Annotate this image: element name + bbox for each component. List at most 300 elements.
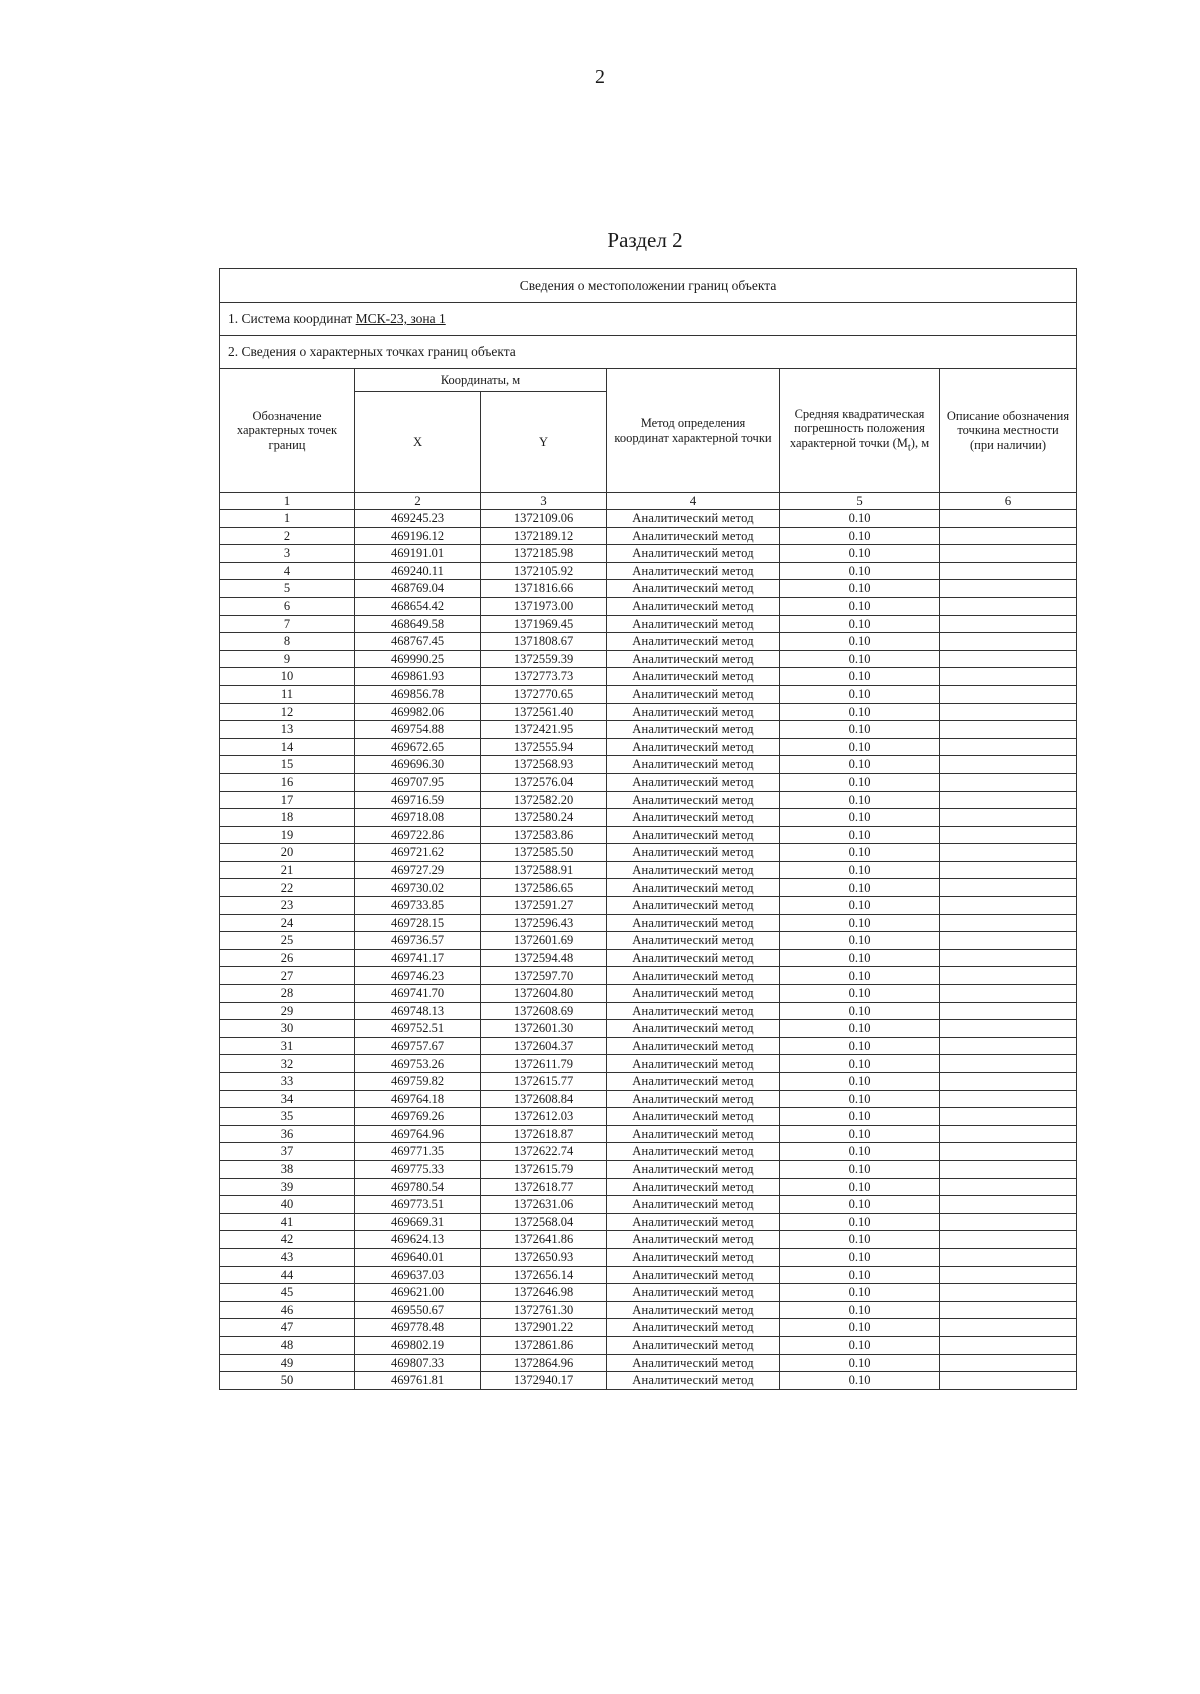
description-cell: [940, 1196, 1077, 1214]
description-cell: [940, 1213, 1077, 1231]
y-coordinate-cell: 1372583.86: [481, 826, 607, 844]
error-cell: 0.10: [780, 897, 940, 915]
table-row: [220, 1372, 1077, 1390]
method-cell: Аналитический метод: [607, 1354, 780, 1372]
x-coordinate-cell: 469761.81: [355, 1372, 481, 1390]
point-number-cell: 6: [220, 597, 355, 615]
boundary-points-table: [219, 268, 1077, 1390]
description-cell: [940, 914, 1077, 932]
method-cell: Аналитический метод: [607, 1073, 780, 1091]
point-number-cell: 40: [220, 1196, 355, 1214]
error-cell: 0.10: [780, 650, 940, 668]
table-row: [220, 1319, 1077, 1337]
y-coordinate-cell: 1372586.65: [481, 879, 607, 897]
error-cell: 0.10: [780, 510, 940, 528]
column-number: 1: [220, 493, 355, 510]
method-cell: Аналитический метод: [607, 615, 780, 633]
table-row: [220, 527, 1077, 545]
method-cell: Аналитический метод: [607, 1002, 780, 1020]
y-coordinate-cell: 1372612.03: [481, 1108, 607, 1126]
point-number-cell: 18: [220, 809, 355, 827]
description-cell: [940, 668, 1077, 686]
header-method: Метод определения координат характерной точки: [607, 369, 780, 493]
x-coordinate-cell: 469802.19: [355, 1336, 481, 1354]
section-title: Раздел 2: [607, 228, 683, 252]
error-cell: 0.10: [780, 703, 940, 721]
y-coordinate-cell: 1372561.40: [481, 703, 607, 721]
point-number-cell: 20: [220, 844, 355, 862]
description-cell: [940, 1266, 1077, 1284]
x-coordinate-cell: 469759.82: [355, 1073, 481, 1091]
y-coordinate-cell: 1372861.86: [481, 1336, 607, 1354]
y-coordinate-cell: 1372656.14: [481, 1266, 607, 1284]
point-number-cell: 14: [220, 738, 355, 756]
description-cell: [940, 1284, 1077, 1302]
y-coordinate-cell: 1372421.95: [481, 721, 607, 739]
error-cell: 0.10: [780, 1213, 940, 1231]
y-coordinate-cell: 1372901.22: [481, 1319, 607, 1337]
point-number-cell: 35: [220, 1108, 355, 1126]
description-cell: [940, 1002, 1077, 1020]
point-number-cell: 23: [220, 897, 355, 915]
point-number-cell: 26: [220, 949, 355, 967]
column-number: 4: [607, 493, 780, 510]
y-coordinate-cell: 1372588.91: [481, 861, 607, 879]
description-cell: [940, 1248, 1077, 1266]
point-number-cell: 45: [220, 1284, 355, 1302]
table-row: [220, 809, 1077, 827]
table-row: [220, 861, 1077, 879]
error-cell: 0.10: [780, 756, 940, 774]
description-cell: [940, 1354, 1077, 1372]
y-coordinate-cell: 1372580.24: [481, 809, 607, 827]
method-cell: Аналитический метод: [607, 1213, 780, 1231]
point-number-cell: 39: [220, 1178, 355, 1196]
error-cell: 0.10: [780, 1372, 940, 1390]
table-row: [220, 1196, 1077, 1214]
error-cell: 0.10: [780, 1108, 940, 1126]
x-coordinate-cell: 469861.93: [355, 668, 481, 686]
y-coordinate-cell: 1372576.04: [481, 773, 607, 791]
method-cell: Аналитический метод: [607, 985, 780, 1003]
table-row: [220, 826, 1077, 844]
x-coordinate-cell: 469856.78: [355, 685, 481, 703]
point-number-cell: 47: [220, 1319, 355, 1337]
table-row: [220, 1231, 1077, 1249]
column-number: 5: [780, 493, 940, 510]
y-coordinate-cell: 1371816.66: [481, 580, 607, 598]
method-cell: Аналитический метод: [607, 1248, 780, 1266]
table-row: [220, 949, 1077, 967]
description-cell: [940, 685, 1077, 703]
method-cell: Аналитический метод: [607, 967, 780, 985]
x-coordinate-cell: 469757.67: [355, 1037, 481, 1055]
column-numbers-row: [220, 493, 1077, 510]
y-coordinate-cell: 1372591.27: [481, 897, 607, 915]
method-cell: Аналитический метод: [607, 1301, 780, 1319]
y-coordinate-cell: 1372568.93: [481, 756, 607, 774]
table-row: [220, 668, 1077, 686]
x-coordinate-cell: 469730.02: [355, 879, 481, 897]
column-number: 2: [355, 493, 481, 510]
method-cell: Аналитический метод: [607, 756, 780, 774]
table-row: [220, 1108, 1077, 1126]
error-cell: 0.10: [780, 1125, 940, 1143]
error-cell: 0.10: [780, 1354, 940, 1372]
description-cell: [940, 967, 1077, 985]
description-cell: [940, 879, 1077, 897]
table-title: Сведения о местоположении границ объекта: [220, 269, 1077, 303]
method-cell: Аналитический метод: [607, 738, 780, 756]
point-number-cell: 38: [220, 1160, 355, 1178]
method-cell: Аналитический метод: [607, 527, 780, 545]
error-cell: 0.10: [780, 791, 940, 809]
error-cell: 0.10: [780, 1336, 940, 1354]
error-cell: 0.10: [780, 809, 940, 827]
x-coordinate-cell: 469752.51: [355, 1020, 481, 1038]
description-cell: [940, 1073, 1077, 1091]
x-coordinate-cell: 469773.51: [355, 1196, 481, 1214]
x-coordinate-cell: 469727.29: [355, 861, 481, 879]
y-coordinate-cell: 1372594.48: [481, 949, 607, 967]
description-cell: [940, 756, 1077, 774]
error-cell: 0.10: [780, 1037, 940, 1055]
x-coordinate-cell: 469754.88: [355, 721, 481, 739]
error-cell: 0.10: [780, 949, 940, 967]
point-number-cell: 9: [220, 650, 355, 668]
table-row: [220, 510, 1077, 528]
point-number-cell: 1: [220, 510, 355, 528]
x-coordinate-cell: 469736.57: [355, 932, 481, 950]
y-coordinate-cell: 1372608.69: [481, 1002, 607, 1020]
method-cell: Аналитический метод: [607, 879, 780, 897]
point-number-cell: 43: [220, 1248, 355, 1266]
description-cell: [940, 949, 1077, 967]
description-cell: [940, 1231, 1077, 1249]
description-cell: [940, 1143, 1077, 1161]
table-row: [220, 1090, 1077, 1108]
header-coordinates: Координаты, м: [355, 369, 607, 392]
table-row: [220, 914, 1077, 932]
x-coordinate-cell: 469550.67: [355, 1301, 481, 1319]
header-error: Средняя квадратическая погрешность положения характерной точки $(M_t)$, м: [780, 369, 940, 493]
y-coordinate-cell: 1372582.20: [481, 791, 607, 809]
x-coordinate-cell: 469245.23: [355, 510, 481, 528]
x-coordinate-cell: 468649.58: [355, 615, 481, 633]
table-row: [220, 1143, 1077, 1161]
point-number-cell: 2: [220, 527, 355, 545]
error-cell: 0.10: [780, 580, 940, 598]
y-coordinate-cell: 1372105.92: [481, 562, 607, 580]
point-number-cell: 17: [220, 791, 355, 809]
error-cell: 0.10: [780, 932, 940, 950]
error-cell: 0.10: [780, 1143, 940, 1161]
point-number-cell: 8: [220, 633, 355, 651]
x-coordinate-cell: 469764.96: [355, 1125, 481, 1143]
y-coordinate-cell: 1372601.30: [481, 1020, 607, 1038]
table-row: [220, 967, 1077, 985]
error-cell: 0.10: [780, 1090, 940, 1108]
point-number-cell: 4: [220, 562, 355, 580]
point-number-cell: 16: [220, 773, 355, 791]
x-coordinate-cell: 469807.33: [355, 1354, 481, 1372]
y-coordinate-cell: 1372559.39: [481, 650, 607, 668]
table-row: [220, 897, 1077, 915]
x-coordinate-cell: 469741.17: [355, 949, 481, 967]
description-cell: [940, 1020, 1077, 1038]
x-coordinate-cell: 469769.26: [355, 1108, 481, 1126]
x-coordinate-cell: 469191.01: [355, 545, 481, 563]
x-coordinate-cell: 469640.01: [355, 1248, 481, 1266]
error-cell: 0.10: [780, 597, 940, 615]
description-cell: [940, 1090, 1077, 1108]
table-row: [220, 703, 1077, 721]
description-cell: [940, 721, 1077, 739]
description-cell: [940, 1108, 1077, 1126]
error-cell: 0.10: [780, 685, 940, 703]
x-coordinate-cell: 469240.11: [355, 562, 481, 580]
point-number-cell: 21: [220, 861, 355, 879]
y-coordinate-cell: 1372585.50: [481, 844, 607, 862]
description-cell: [940, 633, 1077, 651]
y-coordinate-cell: 1372641.86: [481, 1231, 607, 1249]
table-row: [220, 721, 1077, 739]
header-x: X: [355, 392, 481, 493]
method-cell: Аналитический метод: [607, 1178, 780, 1196]
description-cell: [940, 1125, 1077, 1143]
description-cell: [940, 1372, 1077, 1390]
point-number-cell: 19: [220, 826, 355, 844]
x-coordinate-cell: 468769.04: [355, 580, 481, 598]
error-cell: 0.10: [780, 1248, 940, 1266]
method-cell: Аналитический метод: [607, 580, 780, 598]
method-cell: Аналитический метод: [607, 1143, 780, 1161]
table-row: [220, 773, 1077, 791]
table-row: [220, 580, 1077, 598]
description-cell: [940, 580, 1077, 598]
point-number-cell: 46: [220, 1301, 355, 1319]
error-cell: 0.10: [780, 1073, 940, 1091]
y-coordinate-cell: 1372864.96: [481, 1354, 607, 1372]
description-cell: [940, 703, 1077, 721]
description-cell: [940, 562, 1077, 580]
point-number-cell: 44: [220, 1266, 355, 1284]
x-coordinate-cell: 469741.70: [355, 985, 481, 1003]
error-cell: 0.10: [780, 615, 940, 633]
description-cell: [940, 1037, 1077, 1055]
table-row: [220, 1178, 1077, 1196]
description-cell: [940, 809, 1077, 827]
point-number-cell: 7: [220, 615, 355, 633]
x-coordinate-cell: 469990.25: [355, 650, 481, 668]
table-row: [220, 932, 1077, 950]
method-cell: Аналитический метод: [607, 1108, 780, 1126]
method-cell: Аналитический метод: [607, 844, 780, 862]
table-row: [220, 1266, 1077, 1284]
description-cell: [940, 510, 1077, 528]
y-coordinate-cell: 1372555.94: [481, 738, 607, 756]
table-row: [220, 1160, 1077, 1178]
table-row: [220, 1284, 1077, 1302]
point-number-cell: 29: [220, 1002, 355, 1020]
error-cell: 0.10: [780, 527, 940, 545]
error-cell: 0.10: [780, 985, 940, 1003]
point-number-cell: 22: [220, 879, 355, 897]
error-cell: 0.10: [780, 1301, 940, 1319]
x-coordinate-cell: 469672.65: [355, 738, 481, 756]
y-coordinate-cell: 1372597.70: [481, 967, 607, 985]
y-coordinate-cell: 1372618.77: [481, 1178, 607, 1196]
method-cell: Аналитический метод: [607, 1125, 780, 1143]
table-row: [220, 1002, 1077, 1020]
description-cell: [940, 1301, 1077, 1319]
y-coordinate-cell: 1372631.06: [481, 1196, 607, 1214]
description-cell: [940, 791, 1077, 809]
error-cell: 0.10: [780, 1319, 940, 1337]
error-cell: 0.10: [780, 545, 940, 563]
y-coordinate-cell: 1372185.98: [481, 545, 607, 563]
error-cell: 0.10: [780, 721, 940, 739]
description-cell: [940, 738, 1077, 756]
y-coordinate-cell: 1372761.30: [481, 1301, 607, 1319]
method-cell: Аналитический метод: [607, 1160, 780, 1178]
method-cell: Аналитический метод: [607, 1266, 780, 1284]
x-coordinate-cell: 469982.06: [355, 703, 481, 721]
table-row: [220, 738, 1077, 756]
error-cell: 0.10: [780, 861, 940, 879]
x-coordinate-cell: 469718.08: [355, 809, 481, 827]
description-cell: [940, 615, 1077, 633]
table-row: [220, 597, 1077, 615]
description-cell: [940, 1178, 1077, 1196]
description-cell: [940, 1336, 1077, 1354]
method-cell: Аналитический метод: [607, 1055, 780, 1073]
table-row: [220, 844, 1077, 862]
description-cell: [940, 597, 1077, 615]
y-coordinate-cell: 1371808.67: [481, 633, 607, 651]
y-coordinate-cell: 1372650.93: [481, 1248, 607, 1266]
error-cell: 0.10: [780, 826, 940, 844]
method-cell: Аналитический метод: [607, 1319, 780, 1337]
point-number-cell: 37: [220, 1143, 355, 1161]
table-row: [220, 615, 1077, 633]
x-coordinate-cell: 469707.95: [355, 773, 481, 791]
point-number-cell: 31: [220, 1037, 355, 1055]
x-coordinate-cell: 469624.13: [355, 1231, 481, 1249]
coordinate-system-label: 1. Система координат: [228, 311, 356, 327]
method-cell: Аналитический метод: [607, 809, 780, 827]
method-cell: Аналитический метод: [607, 791, 780, 809]
column-number: 6: [940, 493, 1077, 510]
point-number-cell: 41: [220, 1213, 355, 1231]
coordinate-system: [220, 303, 1077, 336]
header-point-designation: Обозначение характерных точек границ: [220, 369, 355, 493]
method-cell: Аналитический метод: [607, 861, 780, 879]
x-coordinate-cell: 469696.30: [355, 756, 481, 774]
x-coordinate-cell: 469748.13: [355, 1002, 481, 1020]
error-cell: 0.10: [780, 562, 940, 580]
y-coordinate-cell: 1371973.00: [481, 597, 607, 615]
header-y: Y: [481, 392, 607, 493]
error-cell: 0.10: [780, 1266, 940, 1284]
table-row: [220, 879, 1077, 897]
page-number: 2: [595, 66, 605, 88]
error-cell: 0.10: [780, 1160, 940, 1178]
method-cell: Аналитический метод: [607, 703, 780, 721]
y-coordinate-cell: 1372615.77: [481, 1073, 607, 1091]
error-cell: 0.10: [780, 879, 940, 897]
table-row: [220, 1020, 1077, 1038]
y-coordinate-cell: 1372618.87: [481, 1125, 607, 1143]
method-cell: Аналитический метод: [607, 597, 780, 615]
description-cell: [940, 844, 1077, 862]
y-coordinate-cell: 1372940.17: [481, 1372, 607, 1390]
x-coordinate-cell: 469722.86: [355, 826, 481, 844]
table-row: [220, 562, 1077, 580]
x-coordinate-cell: 469775.33: [355, 1160, 481, 1178]
method-cell: Аналитический метод: [607, 897, 780, 915]
method-cell: Аналитический метод: [607, 650, 780, 668]
description-cell: [940, 932, 1077, 950]
point-number-cell: 42: [220, 1231, 355, 1249]
method-cell: Аналитический метод: [607, 1231, 780, 1249]
y-coordinate-cell: 1372770.65: [481, 685, 607, 703]
table-row: [220, 633, 1077, 651]
y-coordinate-cell: 1372611.79: [481, 1055, 607, 1073]
x-coordinate-cell: 469780.54: [355, 1178, 481, 1196]
header-description: Описание обозначения точкина местности (при наличии): [940, 369, 1077, 493]
point-number-cell: 30: [220, 1020, 355, 1038]
table-row: [220, 545, 1077, 563]
error-cell: 0.10: [780, 1231, 940, 1249]
table-row: [220, 1301, 1077, 1319]
x-coordinate-cell: 469778.48: [355, 1319, 481, 1337]
table-row: [220, 1336, 1077, 1354]
coordinate-system-value: МСК-23, зона 1: [355, 311, 446, 327]
description-cell: [940, 826, 1077, 844]
y-coordinate-cell: 1372615.79: [481, 1160, 607, 1178]
error-cell: 0.10: [780, 668, 940, 686]
x-coordinate-cell: 469771.35: [355, 1143, 481, 1161]
error-cell: 0.10: [780, 1055, 940, 1073]
y-coordinate-cell: 1372189.12: [481, 527, 607, 545]
point-number-cell: 48: [220, 1336, 355, 1354]
y-coordinate-cell: 1372596.43: [481, 914, 607, 932]
error-cell: 0.10: [780, 844, 940, 862]
error-cell: 0.10: [780, 914, 940, 932]
description-cell: [940, 1160, 1077, 1178]
x-coordinate-cell: 469753.26: [355, 1055, 481, 1073]
table-row: [220, 1055, 1077, 1073]
x-coordinate-cell: 469196.12: [355, 527, 481, 545]
x-coordinate-cell: 469721.62: [355, 844, 481, 862]
table-row: [220, 1213, 1077, 1231]
description-cell: [940, 773, 1077, 791]
point-number-cell: 13: [220, 721, 355, 739]
y-coordinate-cell: 1372608.84: [481, 1090, 607, 1108]
description-cell: [940, 650, 1077, 668]
point-number-cell: 11: [220, 685, 355, 703]
x-coordinate-cell: 469746.23: [355, 967, 481, 985]
y-coordinate-cell: 1372604.37: [481, 1037, 607, 1055]
method-cell: Аналитический метод: [607, 914, 780, 932]
error-cell: 0.10: [780, 967, 940, 985]
point-number-cell: 28: [220, 985, 355, 1003]
point-number-cell: 32: [220, 1055, 355, 1073]
table-row: [220, 985, 1077, 1003]
method-cell: Аналитический метод: [607, 1284, 780, 1302]
method-cell: Аналитический метод: [607, 949, 780, 967]
